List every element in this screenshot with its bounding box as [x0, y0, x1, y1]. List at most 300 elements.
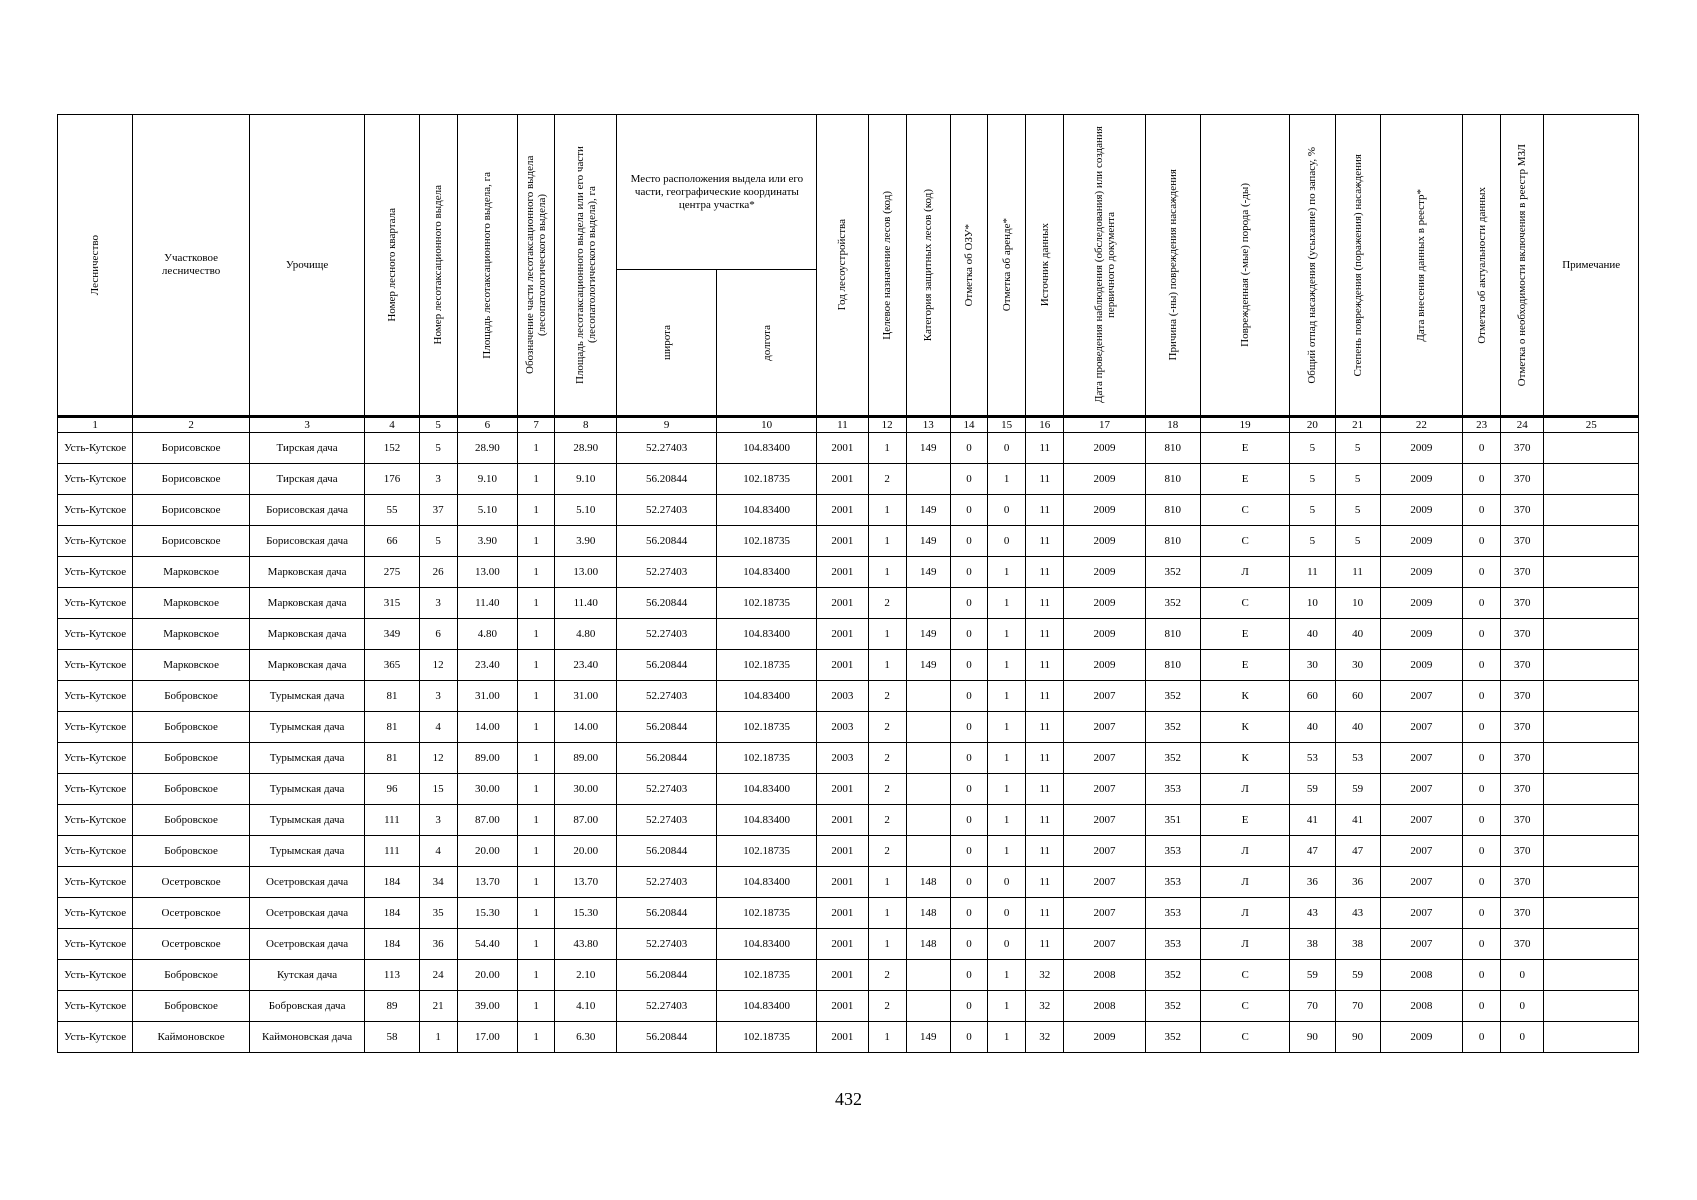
table-cell: 5 — [1335, 495, 1380, 526]
table-cell — [906, 836, 950, 867]
table-cell: 52.27403 — [617, 929, 716, 960]
col-header-location-group — [617, 115, 817, 270]
table-cell: 2001 — [817, 960, 868, 991]
table-cell: 2 — [868, 960, 906, 991]
col-header-24 — [1501, 115, 1544, 417]
table-cell: 11 — [1290, 557, 1335, 588]
table-cell: 1 — [988, 619, 1026, 650]
table-cell — [1544, 743, 1639, 774]
table-cell: 2001 — [817, 991, 868, 1022]
col-header-8-label: Площадь лесотаксационного выдела или его части (лесопатологического выдела), га — [573, 146, 598, 384]
table-cell: 0 — [950, 557, 987, 588]
col-header-15 — [988, 115, 1026, 417]
table-cell: 1 — [517, 464, 554, 495]
table-cell: 11 — [1026, 867, 1064, 898]
table-cell: 52.27403 — [617, 991, 716, 1022]
table-cell: 43 — [1335, 898, 1380, 929]
col-header-24-label: Отметка о необходимости включения в реестр МЗЛ — [1516, 143, 1529, 387]
table-cell: 81 — [365, 681, 419, 712]
table-cell: 102.18735 — [716, 898, 816, 929]
table-cell: Усть-Кутское — [58, 991, 133, 1022]
table-cell: 2008 — [1380, 991, 1462, 1022]
table-cell: 23.40 — [555, 650, 617, 681]
table-cell: 11 — [1026, 619, 1064, 650]
table-cell: 810 — [1145, 433, 1200, 464]
table-cell: 2001 — [817, 774, 868, 805]
table-cell: 13.70 — [457, 867, 517, 898]
table-cell — [906, 588, 950, 619]
table-cell: 0 — [950, 867, 987, 898]
table-cell: 810 — [1145, 464, 1200, 495]
column-number: 19 — [1200, 417, 1289, 433]
table-cell: 52.27403 — [617, 805, 716, 836]
table-cell: 2001 — [817, 836, 868, 867]
table-cell: Е — [1200, 619, 1289, 650]
table-cell: 2001 — [817, 619, 868, 650]
table-cell: 2007 — [1064, 681, 1145, 712]
table-cell — [1544, 495, 1639, 526]
table-cell: 2007 — [1064, 774, 1145, 805]
table-cell: 2009 — [1064, 557, 1145, 588]
col-header-11 — [817, 115, 868, 417]
table-cell: 2001 — [817, 526, 868, 557]
table-cell: Бобровское — [133, 836, 250, 867]
table-cell: 90 — [1290, 1022, 1335, 1053]
table-cell: 36 — [419, 929, 457, 960]
table-cell: 52.27403 — [617, 867, 716, 898]
table-cell: 0 — [1463, 495, 1501, 526]
table-cell: 3 — [419, 464, 457, 495]
table-cell: 370 — [1501, 588, 1544, 619]
table-cell: К — [1200, 712, 1289, 743]
table-cell: 2009 — [1064, 588, 1145, 619]
table-cell: 1 — [988, 774, 1026, 805]
table-cell: 1 — [517, 495, 554, 526]
table-cell: 36 — [1290, 867, 1335, 898]
table-cell: 4 — [419, 712, 457, 743]
table-cell: 2007 — [1064, 743, 1145, 774]
table-cell: 59 — [1335, 774, 1380, 805]
table-cell: 11 — [1026, 588, 1064, 619]
table-cell: 10 — [1290, 588, 1335, 619]
table-cell: 56.20844 — [617, 650, 716, 681]
table-cell: 2007 — [1380, 743, 1462, 774]
table-cell: 52.27403 — [617, 774, 716, 805]
table-cell: 0 — [1501, 991, 1544, 1022]
table-cell: 1 — [988, 805, 1026, 836]
table-cell: 104.83400 — [716, 433, 816, 464]
col-header-7-label: Обозначение части лесотаксационного выдела (лесопатологического выдела) — [524, 155, 549, 375]
table-cell: Бобровская дача — [249, 991, 365, 1022]
table-cell: Бобровское — [133, 712, 250, 743]
table-row — [58, 619, 1639, 650]
table-cell: 89 — [365, 991, 419, 1022]
table-cell: Марковская дача — [249, 588, 365, 619]
table-cell: Усть-Кутское — [58, 526, 133, 557]
table-cell: Усть-Кутское — [58, 1022, 133, 1053]
table-cell: Борисовское — [133, 464, 250, 495]
table-cell: 6 — [419, 619, 457, 650]
table-cell: 66 — [365, 526, 419, 557]
table-cell: 353 — [1145, 867, 1200, 898]
column-number: 24 — [1501, 417, 1544, 433]
table-row — [58, 1022, 1639, 1053]
table-cell — [1544, 898, 1639, 929]
table-cell: 37 — [419, 495, 457, 526]
table-cell: 47 — [1290, 836, 1335, 867]
table-cell: 370 — [1501, 557, 1544, 588]
table-cell — [1544, 681, 1639, 712]
table-cell: Турымская дача — [249, 743, 365, 774]
table-cell: К — [1200, 743, 1289, 774]
table-cell: 1 — [868, 619, 906, 650]
table-cell: 0 — [950, 650, 987, 681]
table-cell: 20.00 — [457, 960, 517, 991]
table-cell: 370 — [1501, 650, 1544, 681]
table-cell: 11.40 — [555, 588, 617, 619]
table-cell: Борисовское — [133, 526, 250, 557]
table-cell: 30 — [1290, 650, 1335, 681]
table-cell: 0 — [1463, 557, 1501, 588]
table-cell: Усть-Кутское — [58, 929, 133, 960]
table-row — [58, 495, 1639, 526]
table-cell: 0 — [950, 743, 987, 774]
table-cell: Турымская дача — [249, 836, 365, 867]
col-header-6 — [457, 115, 517, 417]
table-cell: 370 — [1501, 681, 1544, 712]
table-cell: 1 — [517, 650, 554, 681]
column-number-row — [58, 417, 1639, 433]
table-cell: 81 — [365, 743, 419, 774]
forest-damage-table — [57, 114, 1639, 1053]
table-cell: 5 — [419, 526, 457, 557]
table-cell — [1544, 619, 1639, 650]
table-row — [58, 526, 1639, 557]
col-header-4 — [365, 115, 419, 417]
table-cell — [906, 464, 950, 495]
table-cell: Бобровское — [133, 743, 250, 774]
table-cell: Е — [1200, 433, 1289, 464]
table-cell: 6.30 — [555, 1022, 617, 1053]
table-cell: 0 — [1501, 1022, 1544, 1053]
table-row — [58, 588, 1639, 619]
table-cell: 0 — [1463, 1022, 1501, 1053]
table-cell: Бобровское — [133, 681, 250, 712]
table-cell: 1 — [517, 1022, 554, 1053]
table-cell: 0 — [1463, 433, 1501, 464]
table-cell: Усть-Кутское — [58, 898, 133, 929]
col-header-14 — [950, 115, 987, 417]
table-cell: 1 — [868, 557, 906, 588]
table-cell: 1 — [868, 867, 906, 898]
col-header-17-label: Дата проведения наблюдения (обследования) или создания первичного документа — [1092, 126, 1117, 404]
table-cell: 2009 — [1380, 1022, 1462, 1053]
table-cell: Борисовское — [133, 433, 250, 464]
table-cell — [1544, 650, 1639, 681]
table-cell: Усть-Кутское — [58, 960, 133, 991]
table-cell: 5 — [1290, 464, 1335, 495]
table-cell: 1 — [419, 1022, 457, 1053]
table-cell: 40 — [1290, 712, 1335, 743]
table-cell: 370 — [1501, 898, 1544, 929]
table-cell: 104.83400 — [716, 619, 816, 650]
table-cell: 0 — [950, 433, 987, 464]
table-cell: 104.83400 — [716, 774, 816, 805]
table-cell: 2007 — [1064, 836, 1145, 867]
table-cell: 56.20844 — [617, 526, 716, 557]
column-number: 23 — [1463, 417, 1501, 433]
table-cell: 11 — [1026, 805, 1064, 836]
table-cell: 2001 — [817, 898, 868, 929]
table-cell: 370 — [1501, 929, 1544, 960]
table-cell: 810 — [1145, 526, 1200, 557]
table-cell: 38 — [1290, 929, 1335, 960]
column-number: 16 — [1026, 417, 1064, 433]
table-cell: 352 — [1145, 681, 1200, 712]
col-header-12 — [868, 115, 906, 417]
table-cell: Тирская дача — [249, 433, 365, 464]
table-cell: 2007 — [1380, 929, 1462, 960]
table-cell: Усть-Кутское — [58, 681, 133, 712]
table-cell: 1 — [517, 681, 554, 712]
table-cell: С — [1200, 1022, 1289, 1053]
table-cell: Марковская дача — [249, 650, 365, 681]
table-cell: 90 — [1335, 1022, 1380, 1053]
table-cell: 184 — [365, 867, 419, 898]
table-cell: 810 — [1145, 495, 1200, 526]
table-cell: 5 — [1335, 433, 1380, 464]
column-number: 13 — [906, 417, 950, 433]
table-cell: Бобровское — [133, 774, 250, 805]
col-header-11-label: Год лесоустройства — [836, 219, 849, 311]
table-cell: 353 — [1145, 929, 1200, 960]
table-cell: 2009 — [1064, 619, 1145, 650]
table-cell — [906, 991, 950, 1022]
table-cell: Борисовская дача — [249, 495, 365, 526]
table-row — [58, 805, 1639, 836]
table-cell: Марковское — [133, 650, 250, 681]
table-cell: 1 — [517, 619, 554, 650]
col-header-10-label: долгота — [760, 324, 773, 361]
table-cell: Усть-Кутское — [58, 433, 133, 464]
table-cell: 0 — [1463, 960, 1501, 991]
table-cell: 2001 — [817, 495, 868, 526]
table-cell: 40 — [1335, 619, 1380, 650]
table-cell: 353 — [1145, 898, 1200, 929]
table-cell: Осетровская дача — [249, 898, 365, 929]
table-cell: Усть-Кутское — [58, 774, 133, 805]
table-cell: 2 — [868, 743, 906, 774]
column-number: 7 — [517, 417, 554, 433]
table-cell: 52.27403 — [617, 495, 716, 526]
column-number: 5 — [419, 417, 457, 433]
table-cell: 0 — [1463, 774, 1501, 805]
table-cell: 0 — [988, 433, 1026, 464]
table-cell: 2 — [868, 464, 906, 495]
col-header-17 — [1064, 115, 1145, 417]
table-cell: 0 — [1463, 805, 1501, 836]
col-header-15-label: Отметка об аренде* — [1000, 218, 1013, 312]
table-cell: 59 — [1290, 960, 1335, 991]
table-cell: 1 — [868, 898, 906, 929]
table-cell: 41 — [1335, 805, 1380, 836]
table-cell: 56.20844 — [617, 836, 716, 867]
table-row — [58, 836, 1639, 867]
table-row — [58, 960, 1639, 991]
table-cell: 32 — [1026, 1022, 1064, 1053]
table-cell: Усть-Кутское — [58, 743, 133, 774]
col-header-21 — [1335, 115, 1380, 417]
table-cell: 14.00 — [555, 712, 617, 743]
col-header-18-label: Причина (-ны) повреждения насаждения — [1166, 169, 1179, 361]
table-cell: 31.00 — [457, 681, 517, 712]
table-cell: 1 — [868, 929, 906, 960]
table-cell: 9.10 — [555, 464, 617, 495]
table-cell: 15 — [419, 774, 457, 805]
table-cell: 1 — [517, 433, 554, 464]
table-cell: 104.83400 — [716, 991, 816, 1022]
table-cell: 2007 — [1380, 774, 1462, 805]
table-cell: 352 — [1145, 557, 1200, 588]
table-cell: 52.27403 — [617, 619, 716, 650]
table-cell: 4.10 — [555, 991, 617, 1022]
table-cell: 102.18735 — [716, 836, 816, 867]
table-cell: 1 — [517, 929, 554, 960]
table-cell: 10 — [1335, 588, 1380, 619]
table-cell: 370 — [1501, 774, 1544, 805]
table-cell: 1 — [988, 464, 1026, 495]
table-cell: 370 — [1501, 712, 1544, 743]
table-cell: 1 — [517, 805, 554, 836]
table-cell: 104.83400 — [716, 929, 816, 960]
table-cell: 2.10 — [555, 960, 617, 991]
table-cell: 0 — [1463, 526, 1501, 557]
table-cell: 0 — [950, 805, 987, 836]
table-cell: 11 — [1026, 712, 1064, 743]
column-number: 17 — [1064, 417, 1145, 433]
table-cell: 5 — [1290, 495, 1335, 526]
table-cell: 0 — [1463, 743, 1501, 774]
table-cell: 2003 — [817, 743, 868, 774]
table-cell: Е — [1200, 464, 1289, 495]
table-cell — [1544, 1022, 1639, 1053]
table-cell: 1 — [988, 557, 1026, 588]
table-cell: 11 — [1026, 929, 1064, 960]
table-cell: 2 — [868, 774, 906, 805]
table-cell: Усть-Кутское — [58, 464, 133, 495]
table-cell: 2009 — [1064, 526, 1145, 557]
column-number: 15 — [988, 417, 1026, 433]
table-cell — [1544, 774, 1639, 805]
table-cell: 59 — [1335, 960, 1380, 991]
table-cell: 176 — [365, 464, 419, 495]
col-header-16 — [1026, 115, 1064, 417]
col-header-20 — [1290, 115, 1335, 417]
table-cell: 3.90 — [457, 526, 517, 557]
col-header-3 — [249, 115, 365, 417]
table-cell: 3 — [419, 805, 457, 836]
table-cell: 0 — [988, 898, 1026, 929]
col-header-14-label: Отметка об ОЗУ* — [962, 223, 975, 307]
table-cell: Усть-Кутское — [58, 712, 133, 743]
table-cell: 1 — [517, 526, 554, 557]
table-cell: 352 — [1145, 588, 1200, 619]
table-cell: 104.83400 — [716, 557, 816, 588]
table-cell: 1 — [517, 774, 554, 805]
table-cell: Осетровское — [133, 867, 250, 898]
col-header-23 — [1463, 115, 1501, 417]
column-number: 11 — [817, 417, 868, 433]
table-cell — [1544, 960, 1639, 991]
table-cell: 0 — [950, 464, 987, 495]
table-cell: Кутская дача — [249, 960, 365, 991]
table-cell: 12 — [419, 650, 457, 681]
table-cell: 2001 — [817, 867, 868, 898]
column-number: 18 — [1145, 417, 1200, 433]
table-cell: 315 — [365, 588, 419, 619]
table-row — [58, 557, 1639, 588]
table-cell: 352 — [1145, 991, 1200, 1022]
table-cell: С — [1200, 495, 1289, 526]
table-cell: 1 — [517, 960, 554, 991]
table-cell: 810 — [1145, 619, 1200, 650]
table-cell: 1 — [517, 743, 554, 774]
table-cell: 2009 — [1064, 433, 1145, 464]
table-cell: 11 — [1026, 557, 1064, 588]
table-cell: 0 — [950, 991, 987, 1022]
table-cell: 56.20844 — [617, 712, 716, 743]
table-cell: 0 — [1463, 867, 1501, 898]
table-cell: Бобровское — [133, 960, 250, 991]
table-cell: 149 — [906, 495, 950, 526]
table-row — [58, 433, 1639, 464]
table-cell: 149 — [906, 526, 950, 557]
table-cell: 370 — [1501, 743, 1544, 774]
table-cell: 111 — [365, 836, 419, 867]
table-row — [58, 743, 1639, 774]
table-cell: 2 — [868, 805, 906, 836]
table-cell: Турымская дача — [249, 805, 365, 836]
table-cell: 2 — [868, 836, 906, 867]
table-cell: 2 — [868, 991, 906, 1022]
col-header-9 — [617, 270, 716, 417]
table-cell: Осетровская дача — [249, 929, 365, 960]
table-cell: 0 — [988, 929, 1026, 960]
table-cell: 32 — [1026, 991, 1064, 1022]
table-cell: Осетровское — [133, 898, 250, 929]
table-cell: 2001 — [817, 1022, 868, 1053]
table-cell: 2009 — [1064, 464, 1145, 495]
table-cell: 0 — [1463, 464, 1501, 495]
table-cell — [1544, 526, 1639, 557]
table-cell: 810 — [1145, 650, 1200, 681]
table-cell: 2001 — [817, 433, 868, 464]
table-cell: 11 — [1026, 743, 1064, 774]
table-cell: 0 — [950, 929, 987, 960]
table-cell: 2003 — [817, 712, 868, 743]
table-cell: 40 — [1335, 712, 1380, 743]
table-cell: 352 — [1145, 712, 1200, 743]
table-cell: 81 — [365, 712, 419, 743]
table-cell: 2007 — [1064, 712, 1145, 743]
table-cell: 41 — [1290, 805, 1335, 836]
table-cell: 52.27403 — [617, 433, 716, 464]
table-cell: 31.00 — [555, 681, 617, 712]
col-header-6-label: Площадь лесотаксационного выдела, га — [481, 171, 494, 359]
col-header-13 — [906, 115, 950, 417]
table-row — [58, 650, 1639, 681]
table-cell: 2001 — [817, 650, 868, 681]
